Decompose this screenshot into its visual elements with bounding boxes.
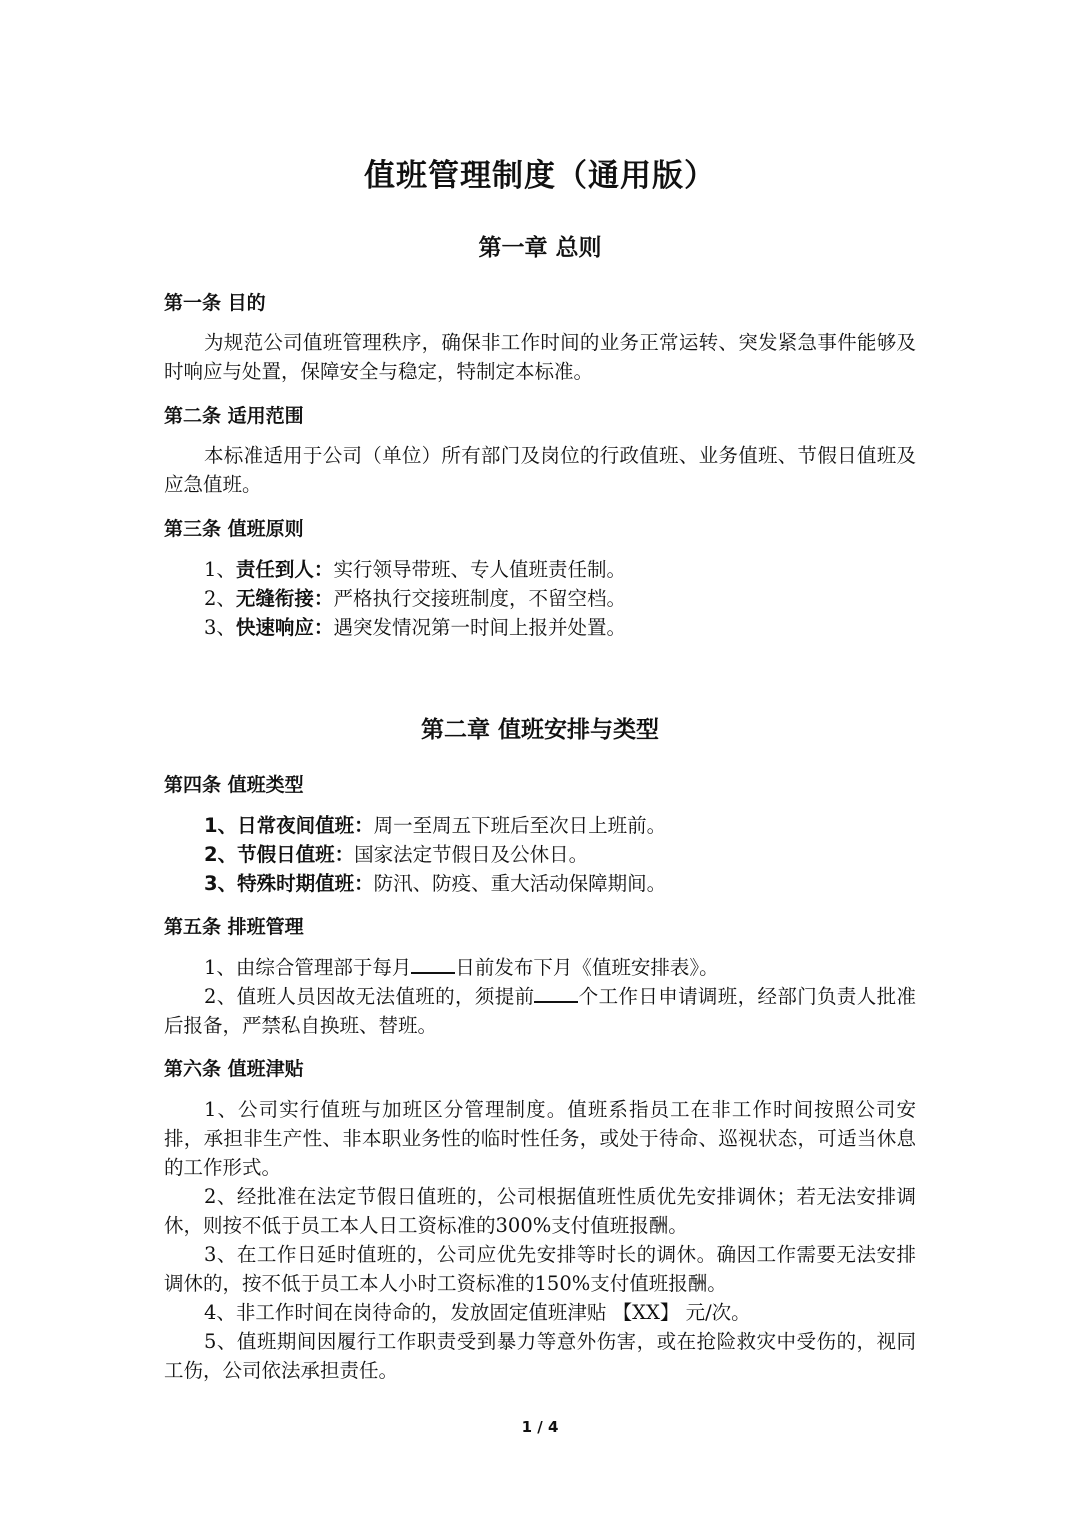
article-1-heading: 第一条 目的 bbox=[164, 292, 266, 314]
duty-type-item: 1、日常夜间值班：周一至周五下班后至次日上班前。 bbox=[204, 814, 667, 837]
article-6-text-1: 1、公司实行值班与加班区分管理制度。值班系指员工在非工作时间按照公司安排，承担非生产性、非本职业务性的临时性任务，或处于待命、巡视状态，可适当休息的工作形式。 bbox=[164, 1098, 916, 1179]
article-6-text-2: 2、经批准在法定节假日值班的，公司根据值班性质优先安排调休；若无法安排调休，则按不低于员工本人日工资标准的300%支付值班报酬。 bbox=[164, 1185, 916, 1237]
article-6-text-3: 3、在工作日延时值班的，公司应优先安排等时长的调休。确因工作需要无法安排调休的，按不低于员工本人小时工资标准的150%支付值班报酬。 bbox=[164, 1243, 916, 1295]
duty-type-item: 2、节假日值班：国家法定节假日及公休日。 bbox=[204, 843, 589, 866]
page-number: 1 / 4 bbox=[521, 1418, 559, 1436]
article-3-heading: 第三条 值班原则 bbox=[164, 518, 304, 540]
principle-item: 2、无缝衔接：严格执行交接班制度，不留空档。 bbox=[204, 587, 626, 610]
article-6-text-5: 5、值班期间因履行工作职责受到暴力等意外伤害，或在抢险救灾中受伤的，视同工伤，公司依法承担责任。 bbox=[164, 1330, 916, 1382]
article-2-text: 本标准适用于公司（单位）所有部门及岗位的行政值班、业务值班、节假日值班及应急值班。 bbox=[164, 444, 916, 496]
fill-in-blank bbox=[411, 954, 455, 974]
duty-type-item: 3、特殊时期值班：防汛、防疫、重大活动保障期间。 bbox=[204, 872, 667, 895]
article-4-heading: 第四条 值班类型 bbox=[164, 774, 304, 796]
chapter-2-heading: 第二章 值班安排与类型 bbox=[420, 717, 659, 743]
article-1-text: 为规范公司值班管理秩序，确保非工作时间的业务正常运转、突发紧急事件能够及时响应与处置，保障安全与稳定，特制定本标准。 bbox=[164, 331, 916, 383]
article-6-text-4: 4、非工作时间在岗待命的，发放固定值班津贴 【XX】 元/次。 bbox=[204, 1301, 751, 1324]
chapter-1-heading: 第一章 总则 bbox=[478, 235, 602, 261]
principle-item: 3、快速响应：遇突发情况第一时间上报并处置。 bbox=[204, 616, 626, 639]
article-6-heading: 第六条 值班津贴 bbox=[164, 1058, 304, 1080]
fill-in-blank bbox=[534, 983, 578, 1003]
article-5-text-1: 1、由综合管理部于每月 日前发布下月《值班安排表》。 bbox=[204, 956, 719, 979]
article-5-text-2: 2、值班人员因故无法值班的，须提前 个工作日申请调班，经部门负责人批准后报备，严禁私自换班、替班。 bbox=[164, 985, 916, 1037]
principle-item: 1、责任到人：实行领导带班、专人值班责任制。 bbox=[204, 558, 626, 581]
article-5-heading: 第五条 排班管理 bbox=[164, 916, 304, 938]
document-title: 值班管理制度（通用版） bbox=[364, 158, 716, 194]
article-2-heading: 第二条 适用范围 bbox=[164, 405, 304, 427]
